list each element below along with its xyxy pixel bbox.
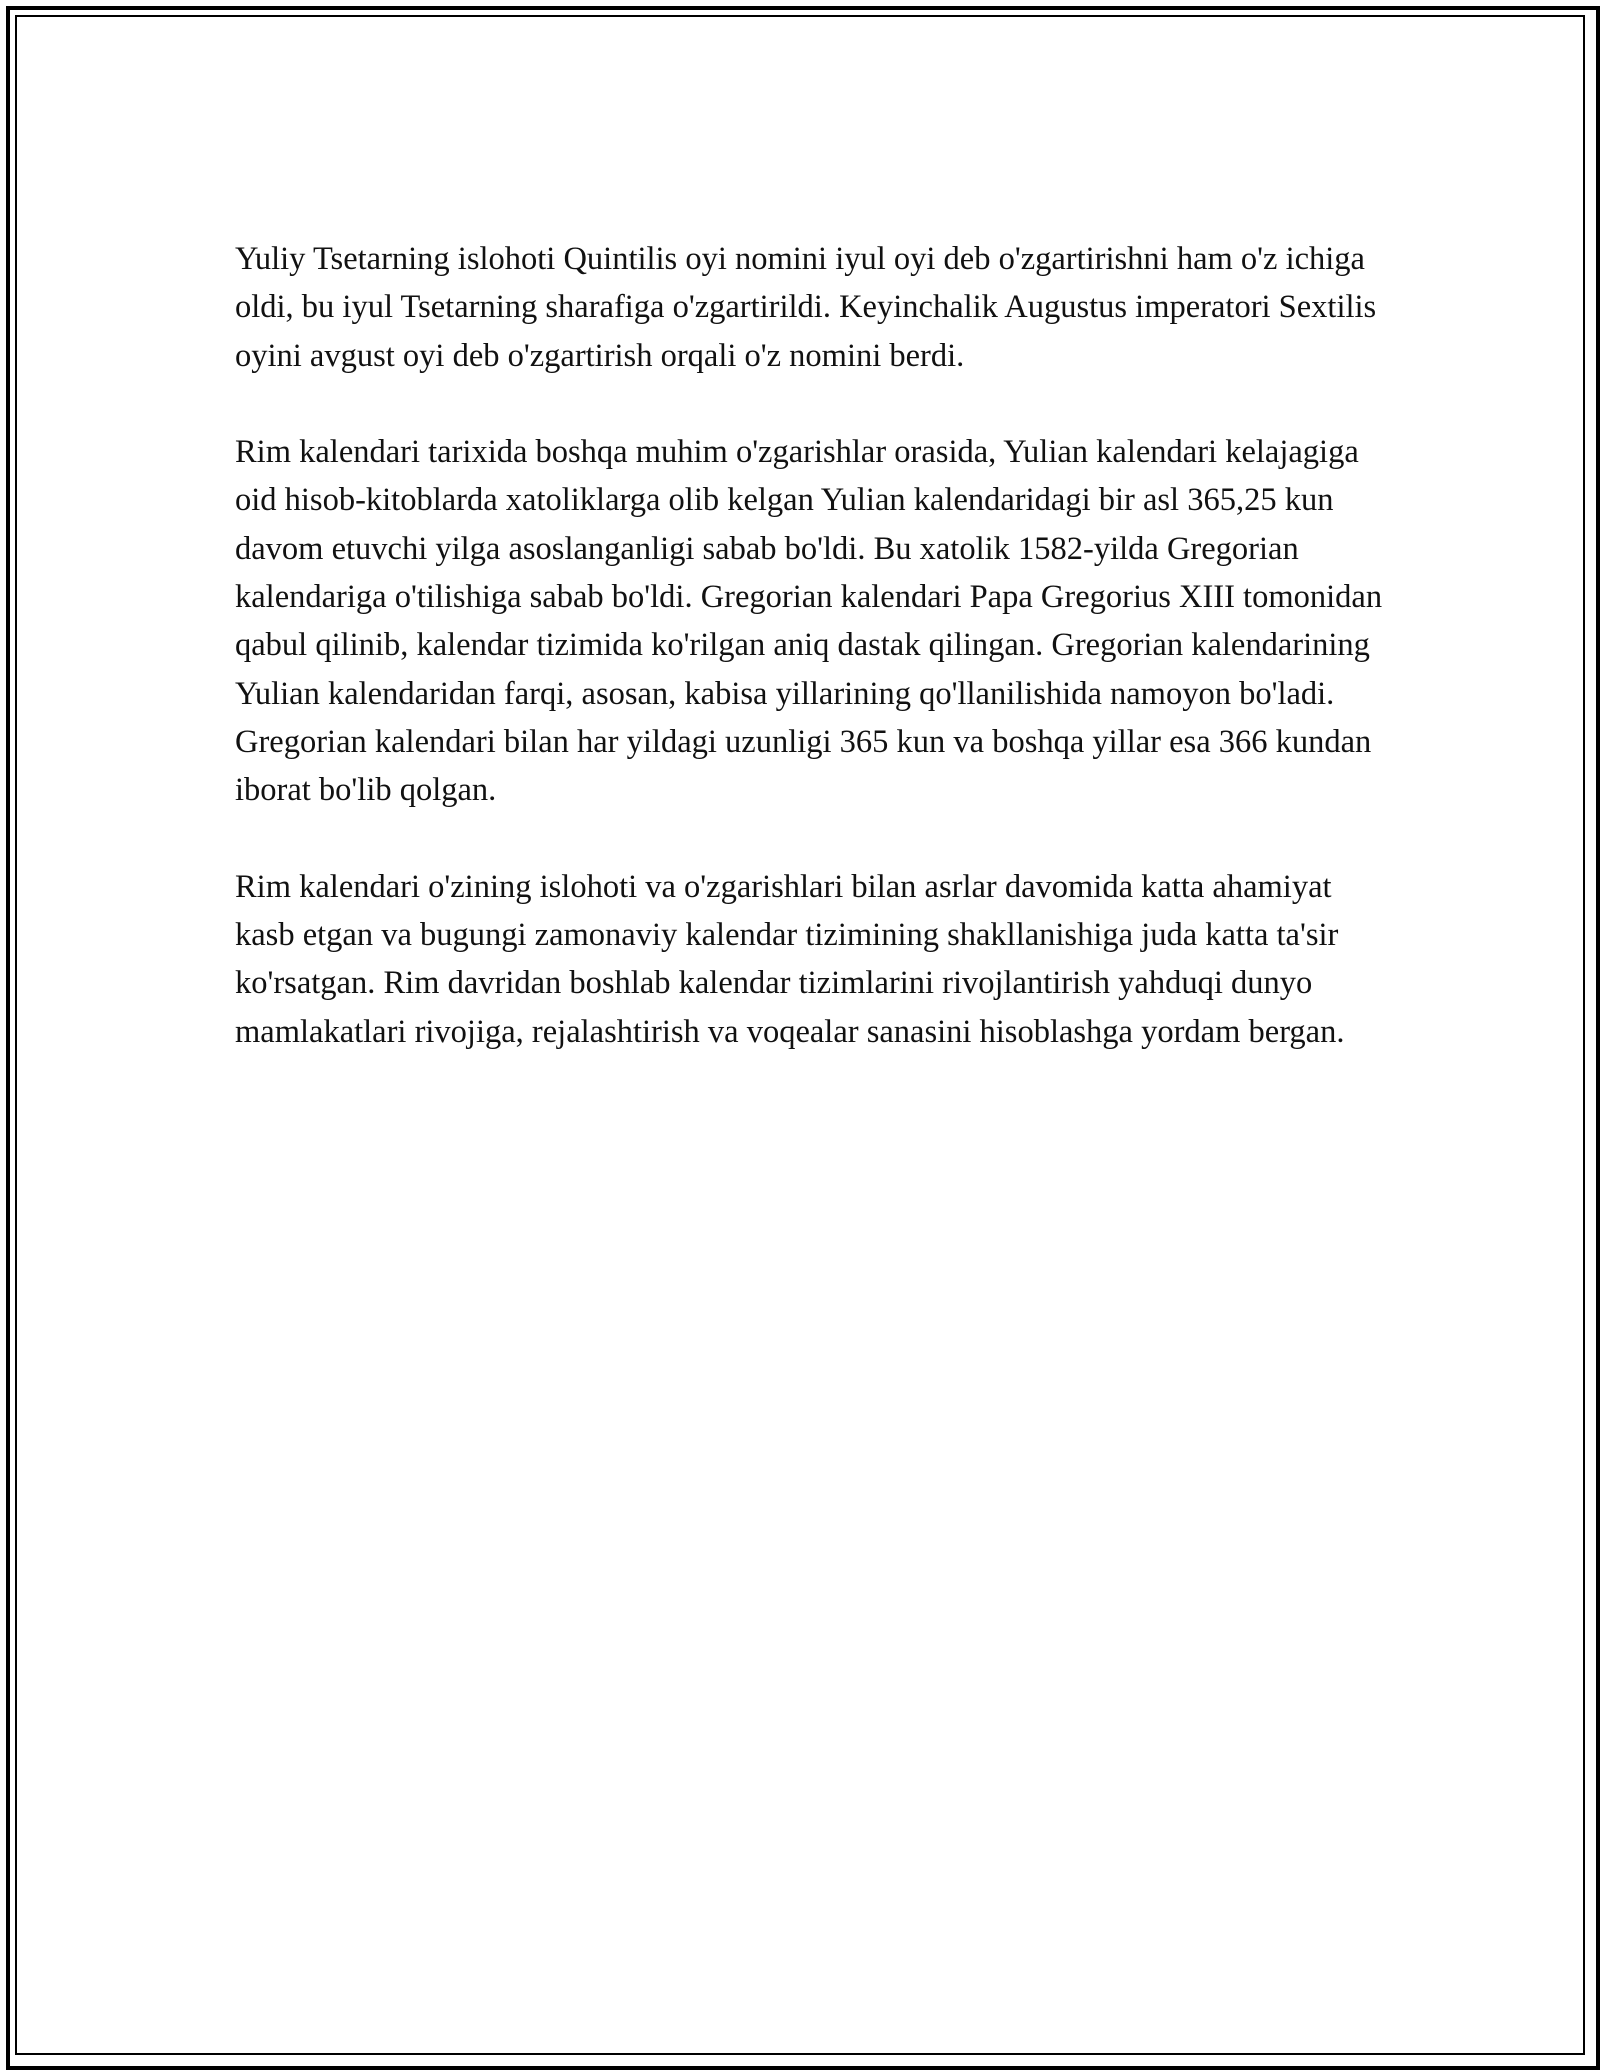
document-body — [235, 235, 1385, 1104]
paragraph-gregorian-calendar: Rim kalendari tarixida boshqa muhim o'zgarishlar orasida, Yulian kalendari kelajagiga oid hisob-kitoblarda xatoliklarga olib kelgan Yulian kalendaridagi bir asl 365,25 kun davom etuvchi yilga asoslanganligi sabab bo'ldi. Bu xatolik 1582-yilda Gregorian kalendariga o'tilishiga sabab bo'ldi. Gregorian kalendari Papa Gregorius XIII tomonidan qabul qilinib, kalendar tizimida ko'rilgan aniq dastak qilingan. Gregorian kalendarining Yulian kalendaridan farqi, asosan, kabisa yillarining qo'llanilishida namoyon bo'ladi. Gregorian kalendari bilan har yildagi uzunligi 365 kun va boshqa yillar esa 366 kundan iborat bo'lib qolgan. — [235, 434, 1383, 809]
paragraph-julian-reform: Yuliy Tsetarning islohoti Quintilis oyi nomini iyul oyi deb o'zgartirishni ham o'z ichiga oldi, bu iyul Tsetarning sharafiga o'zgartirildi. Keyinchalik Augustus imperatori Sextilis oyini avgust oyi deb o'zgartirish orqali o'z nomini berdi. — [235, 241, 1377, 374]
paragraph-calendar-legacy: Rim kalendari o'zining islohoti va o'zgarishlari bilan asrlar davomida katta ahamiyat kasb etgan va bugungi zamonaviy kalendar tizimining shakllanishiga juda katta ta'sir ko'rsatgan. Rim davridan boshlab kalendar tizimlarini rivojlantirish yahduqi dunyo mamlakatlari rivojiga, rejalashtirish va voqealar sanasini hisoblashga yordam bergan. — [235, 868, 1345, 1050]
